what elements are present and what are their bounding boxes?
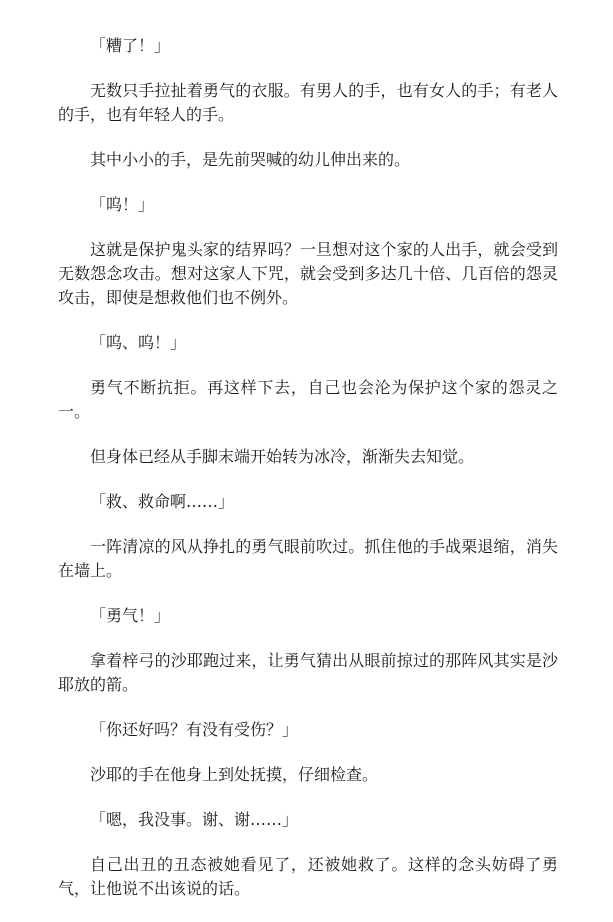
- paragraph-1: 「糟了！」: [90, 36, 171, 55]
- paragraph-8: 但身体已经从手脚末端开始转为冰冷，渐渐失去知觉。: [90, 447, 475, 466]
- paragraph-10: 一阵清凉的风从挣扎的勇气眼前吹过。抓住他的手战栗退缩，消失在墙上。: [58, 537, 558, 580]
- paragraph-15: 「嗯，我没事。谢、谢……」: [90, 810, 299, 829]
- paragraph-2: 无数只手拉扯着勇气的衣服。有男人的手，也有女人的手；有老人的手，也有年轻人的手。: [58, 81, 558, 124]
- paragraph-9: 「救、救命啊……」: [90, 492, 235, 511]
- paragraph-4: 「呜！」: [90, 195, 155, 214]
- paragraph-12: 拿着梓弓的沙耶跑过来，让勇气猜出从眼前掠过的那阵风其实是沙耶放的箭。: [58, 651, 558, 694]
- paragraph-6: 「呜、呜！」: [90, 333, 187, 352]
- paragraph-13: 「你还好吗？有没有受伤？」: [90, 720, 299, 739]
- document-page: [58, 34, 558, 922]
- paragraph-11: 「勇气！」: [90, 606, 171, 625]
- paragraph-14: 沙耶的手在他身上到处抚摸，仔细检查。: [90, 765, 379, 784]
- paragraph-7: 勇气不断抗拒。再这样下去，自己也会沦为保护这个家的怨灵之一。: [58, 378, 558, 421]
- paragraph-5: 这就是保护鬼头家的结界吗？一旦想对这个家的人出手，就会受到无数怨念攻击。想对这家人下咒，就会受到多达几十倍、几百倍的怨灵攻击，即使是想救他们也不例外。: [58, 240, 558, 307]
- paragraph-16: 自己出丑的丑态被她看见了，还被她救了。这样的念头妨碍了勇气，让他说不出该说的话。: [58, 855, 558, 898]
- paragraph-3: 其中小小的手，是先前哭喊的幼儿伸出来的。: [90, 150, 411, 169]
